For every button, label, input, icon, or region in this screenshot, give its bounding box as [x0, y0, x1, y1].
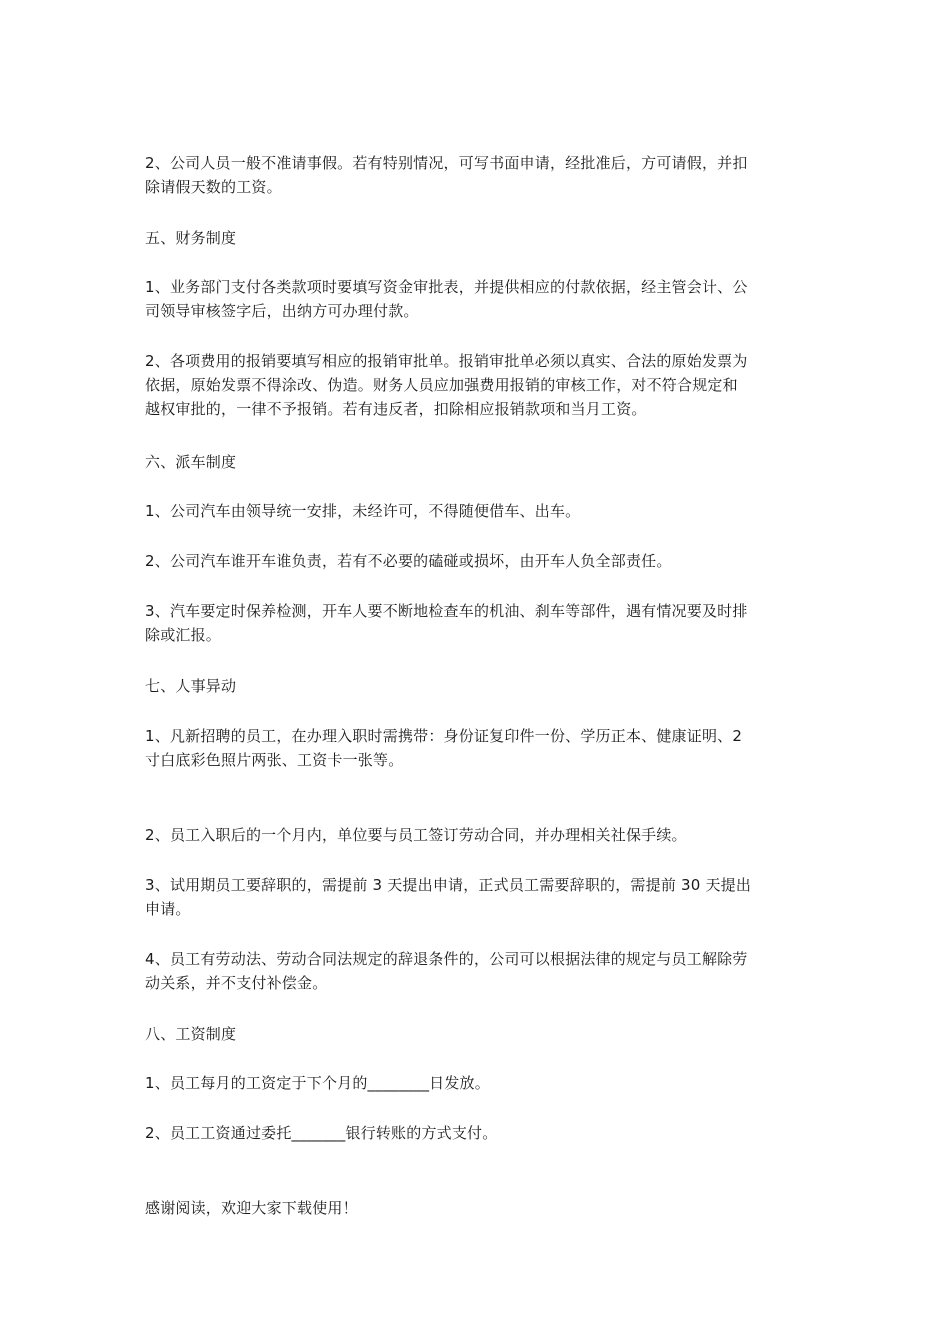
text-line: 1、员工每月的工资定于下个月的________日发放。 [145, 1074, 490, 1092]
section-title: 六、派车制度 [145, 453, 237, 471]
paragraph-salary-1 [145, 1071, 810, 1095]
text-line: 1、业务部门支付各类款项时要填写资金审批表，并提供相应的付款依据，经主管会计、公 [145, 278, 748, 296]
paragraph-personnel-2 [145, 823, 810, 847]
text-line: 1、公司汽车由领导统一安排，未经许可，不得随便借车、出车。 [145, 502, 581, 520]
paragraph-personnel-3 [145, 873, 810, 921]
section-heading-finance [145, 226, 810, 250]
text-line: 越权审批的，一律不予报销。若有违反者，扣除相应报销款项和当月工资。 [145, 400, 647, 418]
text-line: 申请。 [145, 900, 191, 918]
closing-note [145, 1196, 810, 1220]
section-title: 五、财务制度 [145, 229, 237, 247]
text-line: 1、凡新招聘的员工，在办理入职时需携带：身份证复印件一份、学历正本、健康证明、2 [145, 727, 743, 745]
text-line: 司领导审核签字后，出纳方可办理付款。 [145, 302, 419, 320]
text-line: 动关系，并不支付补偿金。 [145, 974, 328, 992]
text-line: 2、公司汽车谁开车谁负责，若有不必要的磕碰或损坏，由开车人负全部责任。 [145, 552, 672, 570]
paragraph-finance-2 [145, 349, 810, 421]
text-line: 2、员工工资通过委托_______银行转账的方式支付。 [145, 1124, 498, 1142]
text-line: 2、员工入职后的一个月内，单位要与员工签订劳动合同，并办理相关社保手续。 [145, 826, 687, 844]
section-heading-vehicle [145, 450, 810, 474]
text-line: 3、试用期员工要辞职的，需提前 3 天提出申请，正式员工需要辞职的，需提前 30 天提出 [145, 876, 752, 894]
section-title: 八、工资制度 [145, 1025, 237, 1043]
text-line: 4、员工有劳动法、劳动合同法规定的辞退条件的，公司可以根据法律的规定与员工解除劳 [145, 950, 748, 968]
paragraph-personnel-4 [145, 947, 810, 995]
paragraph-vehicle-3 [145, 599, 810, 647]
paragraph-personnel-1 [145, 724, 810, 772]
text-line: 3、汽车要定时保养检测，开车人要不断地检查车的机油、刹车等部件，遇有情况要及时排 [145, 602, 748, 620]
text-line: 2、各项费用的报销要填写相应的报销审批单。报销审批单必须以真实、合法的原始发票为 [145, 352, 748, 370]
section-heading-salary [145, 1022, 810, 1046]
text-line: 感谢阅读，欢迎大家下载使用！ [145, 1199, 358, 1217]
text-line: 寸白底彩色照片两张、工资卡一张等。 [145, 751, 404, 769]
text-line: 除或汇报。 [145, 626, 222, 644]
section-heading-personnel [145, 674, 810, 698]
paragraph-finance-1 [145, 275, 810, 323]
text-line: 依据，原始发票不得涂改、伪造。财务人员应加强费用报销的审核工作，对不符合规定和 [145, 376, 738, 394]
text-line: 除请假天数的工资。 [145, 178, 282, 196]
text-line: 2、公司人员一般不准请事假。若有特别情况，可写书面申请，经批准后，方可请假，并扣 [145, 154, 748, 172]
paragraph-vehicle-1 [145, 499, 810, 523]
paragraph-leave-2 [145, 151, 810, 199]
paragraph-salary-2 [145, 1121, 810, 1145]
section-title: 七、人事异动 [145, 677, 237, 695]
paragraph-vehicle-2 [145, 549, 810, 573]
